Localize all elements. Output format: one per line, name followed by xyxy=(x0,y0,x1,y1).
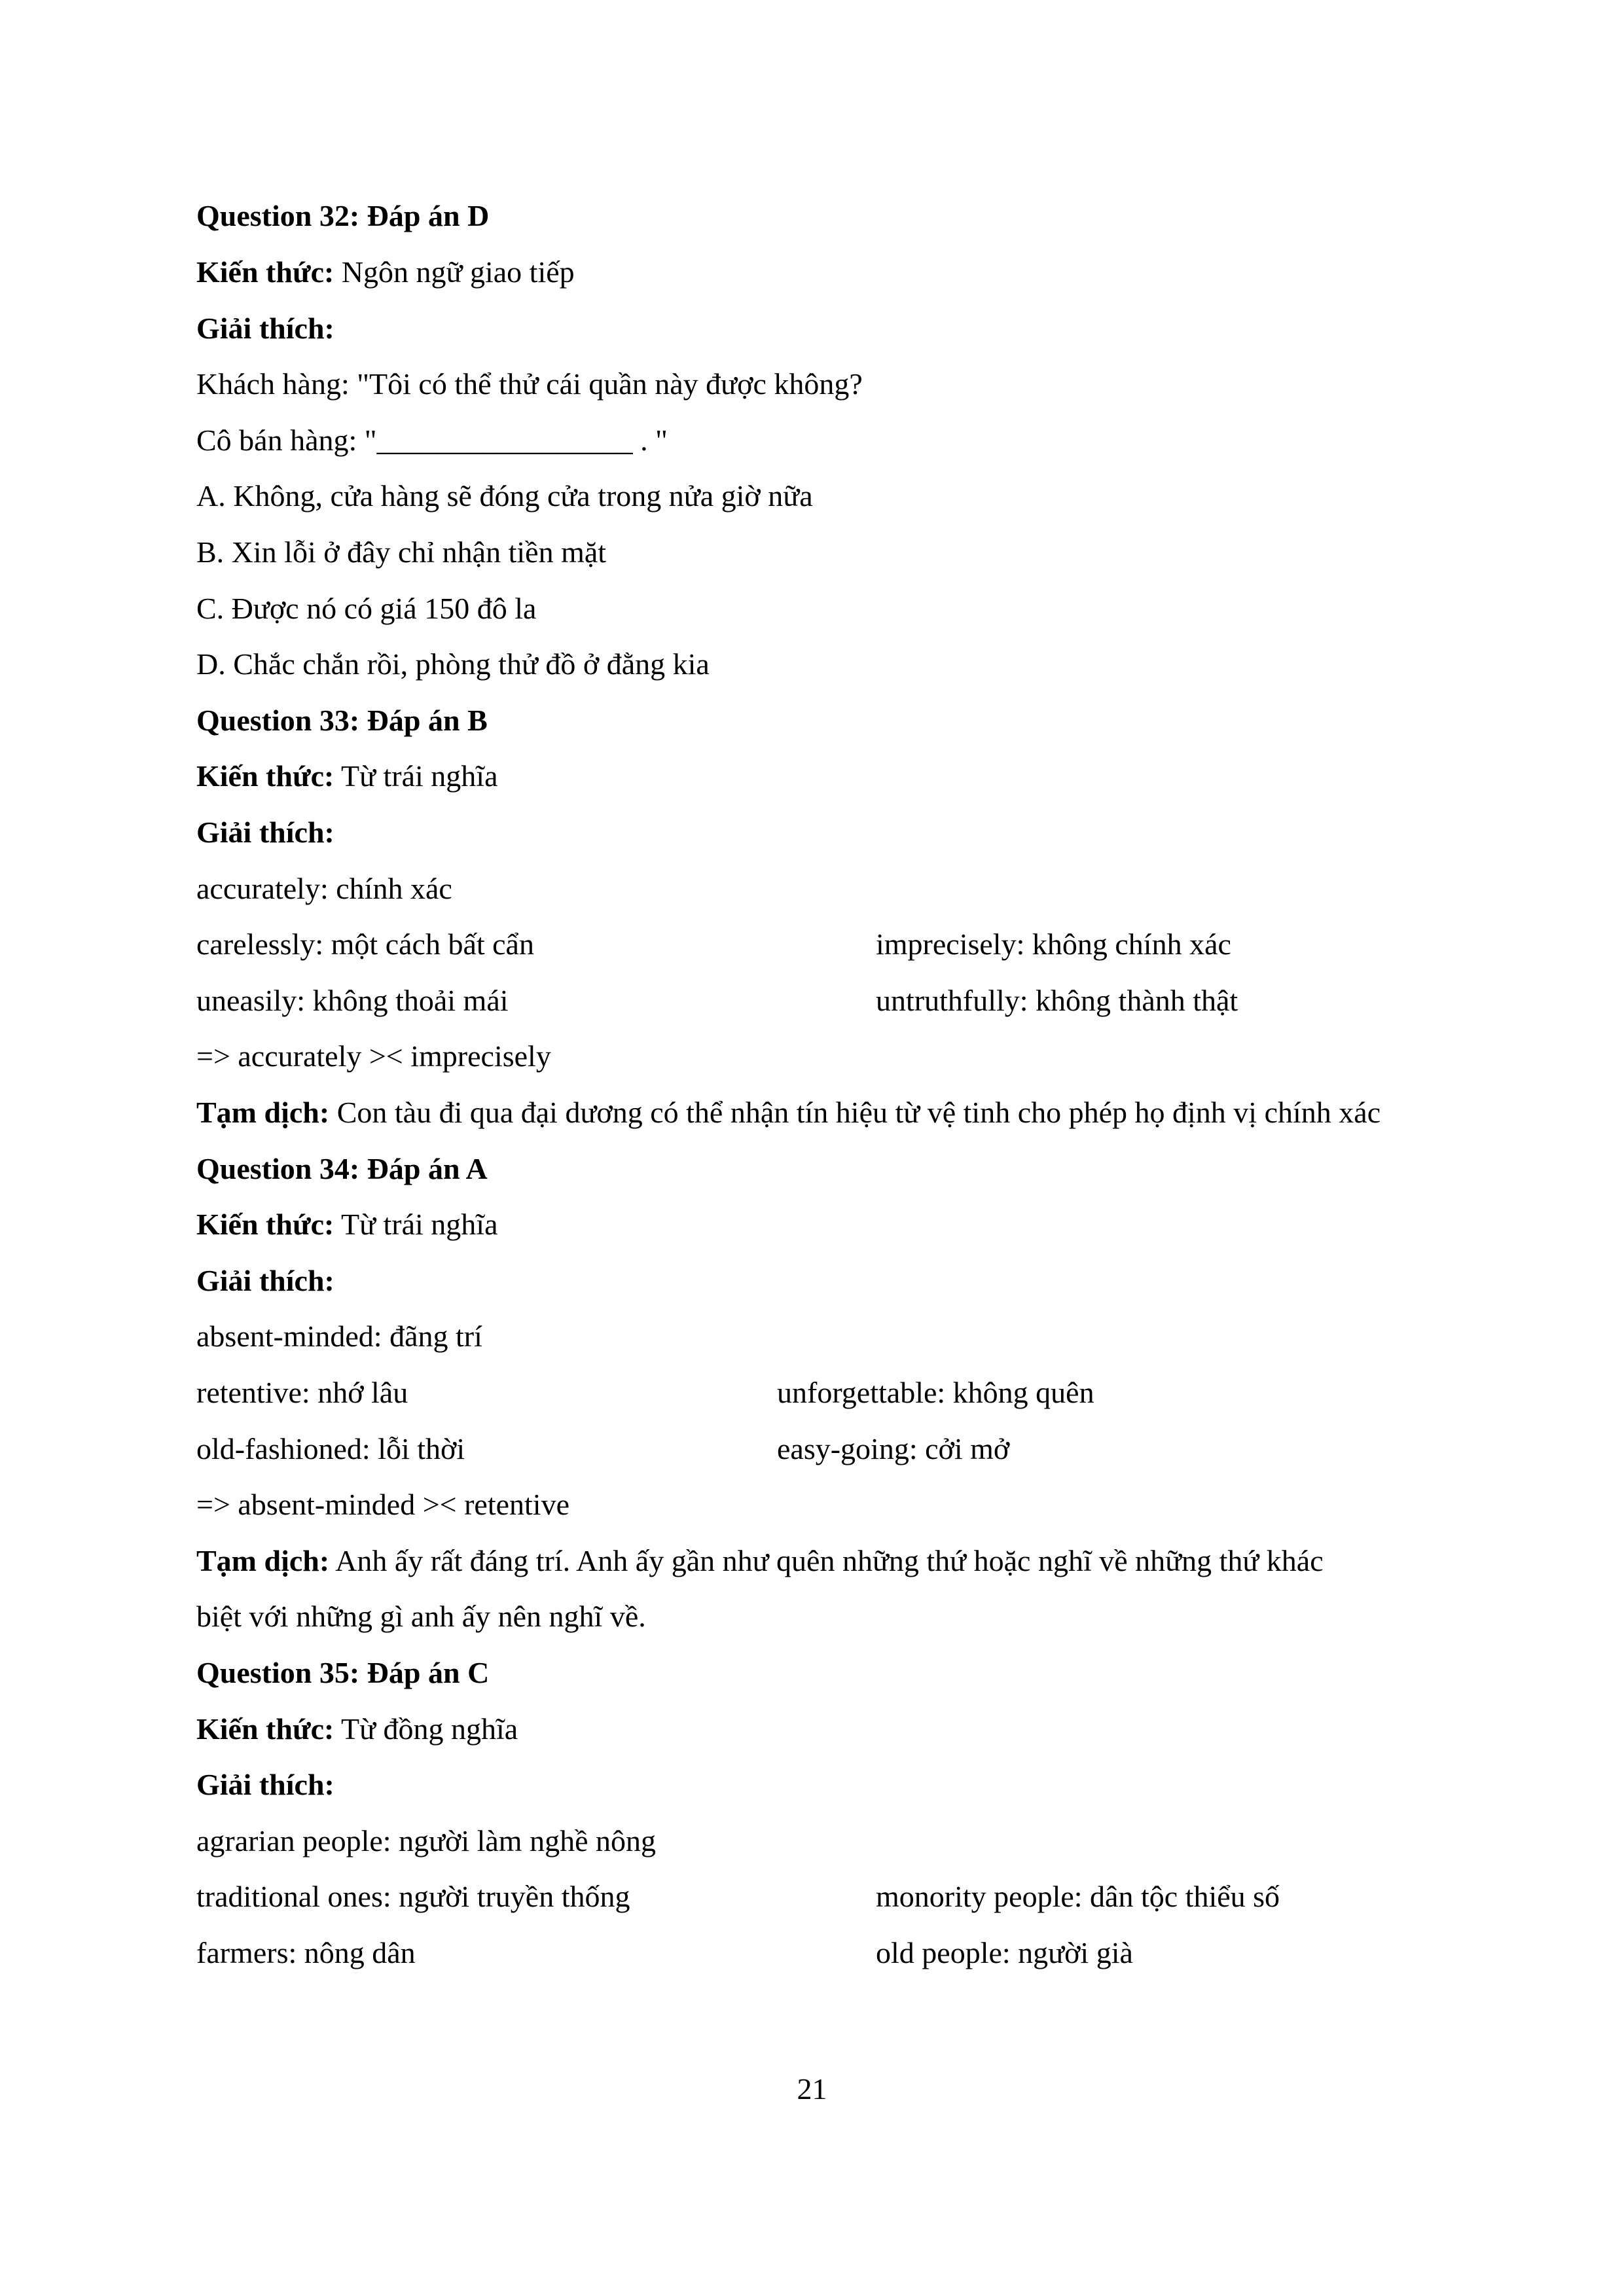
q32-option: C. Được nó có giá 150 đô la xyxy=(196,592,537,625)
q34-tam-dich-continued: biệt với những gì anh ấy nên nghĩ về. xyxy=(196,1600,646,1633)
q35-kien-thuc: Kiến thức: Từ đồng nghĩa xyxy=(196,1712,518,1746)
q34-giai-thich-label: Giải thích: xyxy=(196,1264,334,1297)
q34-option-a: retentive: nhớ lâu xyxy=(196,1376,408,1409)
q33-title: Question 33: Đáp án B xyxy=(196,704,488,737)
q35-option-a: traditional ones: người truyền thống xyxy=(196,1880,630,1913)
q35-option-b: monority people: dân tộc thiểu số xyxy=(876,1880,1280,1913)
q32-line: Khách hàng: "Tôi có thể thử cái quần này được không? xyxy=(196,367,863,401)
q35-word: agrarian people: người làm nghề nông xyxy=(196,1824,656,1857)
q32-line: Cô bán hàng: "_________________ . " xyxy=(196,423,668,457)
q33-option-a: carelessly: một cách bất cẩn xyxy=(196,927,534,961)
q32-title: Question 32: Đáp án D xyxy=(196,199,490,232)
q34-title: Question 34: Đáp án A xyxy=(196,1152,488,1185)
q35-title: Question 35: Đáp án C xyxy=(196,1656,490,1689)
q33-conclusion: => accurately >< imprecisely xyxy=(196,1039,551,1073)
q32-option: B. Xin lỗi ở đây chỉ nhận tiền mặt xyxy=(196,535,607,569)
q34-option-c: old-fashioned: lỗi thời xyxy=(196,1432,465,1465)
q34-word: absent-minded: đãng trí xyxy=(196,1319,482,1353)
q33-option-d: untruthfully: không thành thật xyxy=(876,984,1238,1017)
q35-option-c: farmers: nông dân xyxy=(196,1936,416,1969)
q33-option-b: imprecisely: không chính xác xyxy=(876,927,1231,961)
q32-kien-thuc: Kiến thức: Ngôn ngữ giao tiếp xyxy=(196,255,575,289)
q34-option-b: unforgettable: không quên xyxy=(777,1376,1094,1409)
q33-option-c: uneasily: không thoải mái xyxy=(196,984,509,1017)
q32-giai-thich-label: Giải thích: xyxy=(196,312,334,345)
page-number: 21 xyxy=(797,2072,827,2106)
q35-option-d: old people: người già xyxy=(876,1936,1133,1969)
q34-kien-thuc: Kiến thức: Từ trái nghĩa xyxy=(196,1208,498,1241)
q34-conclusion: => absent-minded >< retentive xyxy=(196,1488,569,1521)
q34-option-d: easy-going: cởi mở xyxy=(777,1432,1010,1465)
q34-tam-dich: Tạm dịch: Anh ấy rất đáng trí. Anh ấy gần như quên những thứ hoặc nghĩ về những thứ khác xyxy=(196,1544,1324,1577)
q33-giai-thich-label: Giải thích: xyxy=(196,816,334,849)
q32-option: A. Không, cửa hàng sẽ đóng cửa trong nửa giờ nữa xyxy=(196,479,813,512)
q33-word: accurately: chính xác xyxy=(196,872,452,905)
q35-giai-thich-label: Giải thích: xyxy=(196,1768,334,1801)
q32-option: D. Chắc chắn rồi, phòng thử đồ ở đằng kia xyxy=(196,647,710,681)
q33-kien-thuc: Kiến thức: Từ trái nghĩa xyxy=(196,759,498,793)
q33-tam-dich: Tạm dịch: Con tàu đi qua đại dương có thể nhận tín hiệu từ vệ tinh cho phép họ định vị chính xác xyxy=(196,1096,1381,1129)
